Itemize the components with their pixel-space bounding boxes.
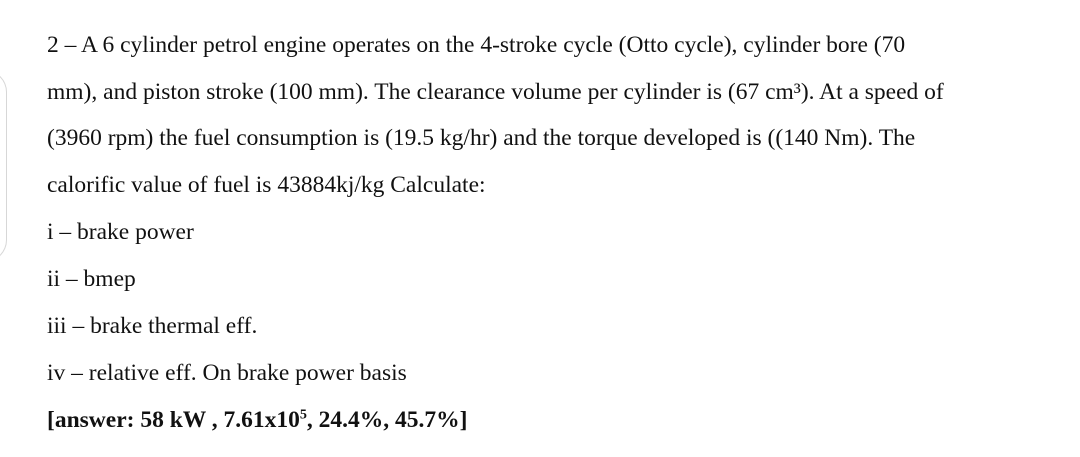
question-item-brake-thermal-eff: iii – brake thermal eff. bbox=[47, 313, 258, 339]
question-item-brake-power: i – brake power bbox=[47, 219, 194, 245]
page-edge-curve bbox=[0, 70, 7, 262]
question-item-bmep: ii – bmep bbox=[47, 266, 136, 292]
answer-exponent: 5 bbox=[299, 406, 307, 423]
problem-text-line-1: 2 – A 6 cylinder petrol engine operates on the 4-stroke cycle (Otto cycle), cylinder bore (70 bbox=[47, 32, 906, 58]
problem-text-line-2: mm), and piston stroke (100 mm). The clearance volume per cylinder is (67 cm³). At a speed of bbox=[47, 79, 944, 105]
problem-text-line-4: calorific value of fuel is 43884kj/kg Calculate: bbox=[47, 172, 486, 198]
problem-statement bbox=[47, 22, 1077, 444]
problem-text-line-3: (3960 rpm) the fuel consumption is (19.5 kg/hr) and the torque developed is ((140 Nm). The bbox=[47, 125, 916, 151]
answer-line bbox=[47, 397, 1077, 444]
answer-suffix: , 24.4%, 45.7%] bbox=[306, 407, 468, 433]
question-item-relative-eff: iv – relative eff. On brake power basis bbox=[47, 360, 407, 386]
answer-prefix: [answer: 58 kW , 7.61x10 bbox=[47, 407, 300, 433]
